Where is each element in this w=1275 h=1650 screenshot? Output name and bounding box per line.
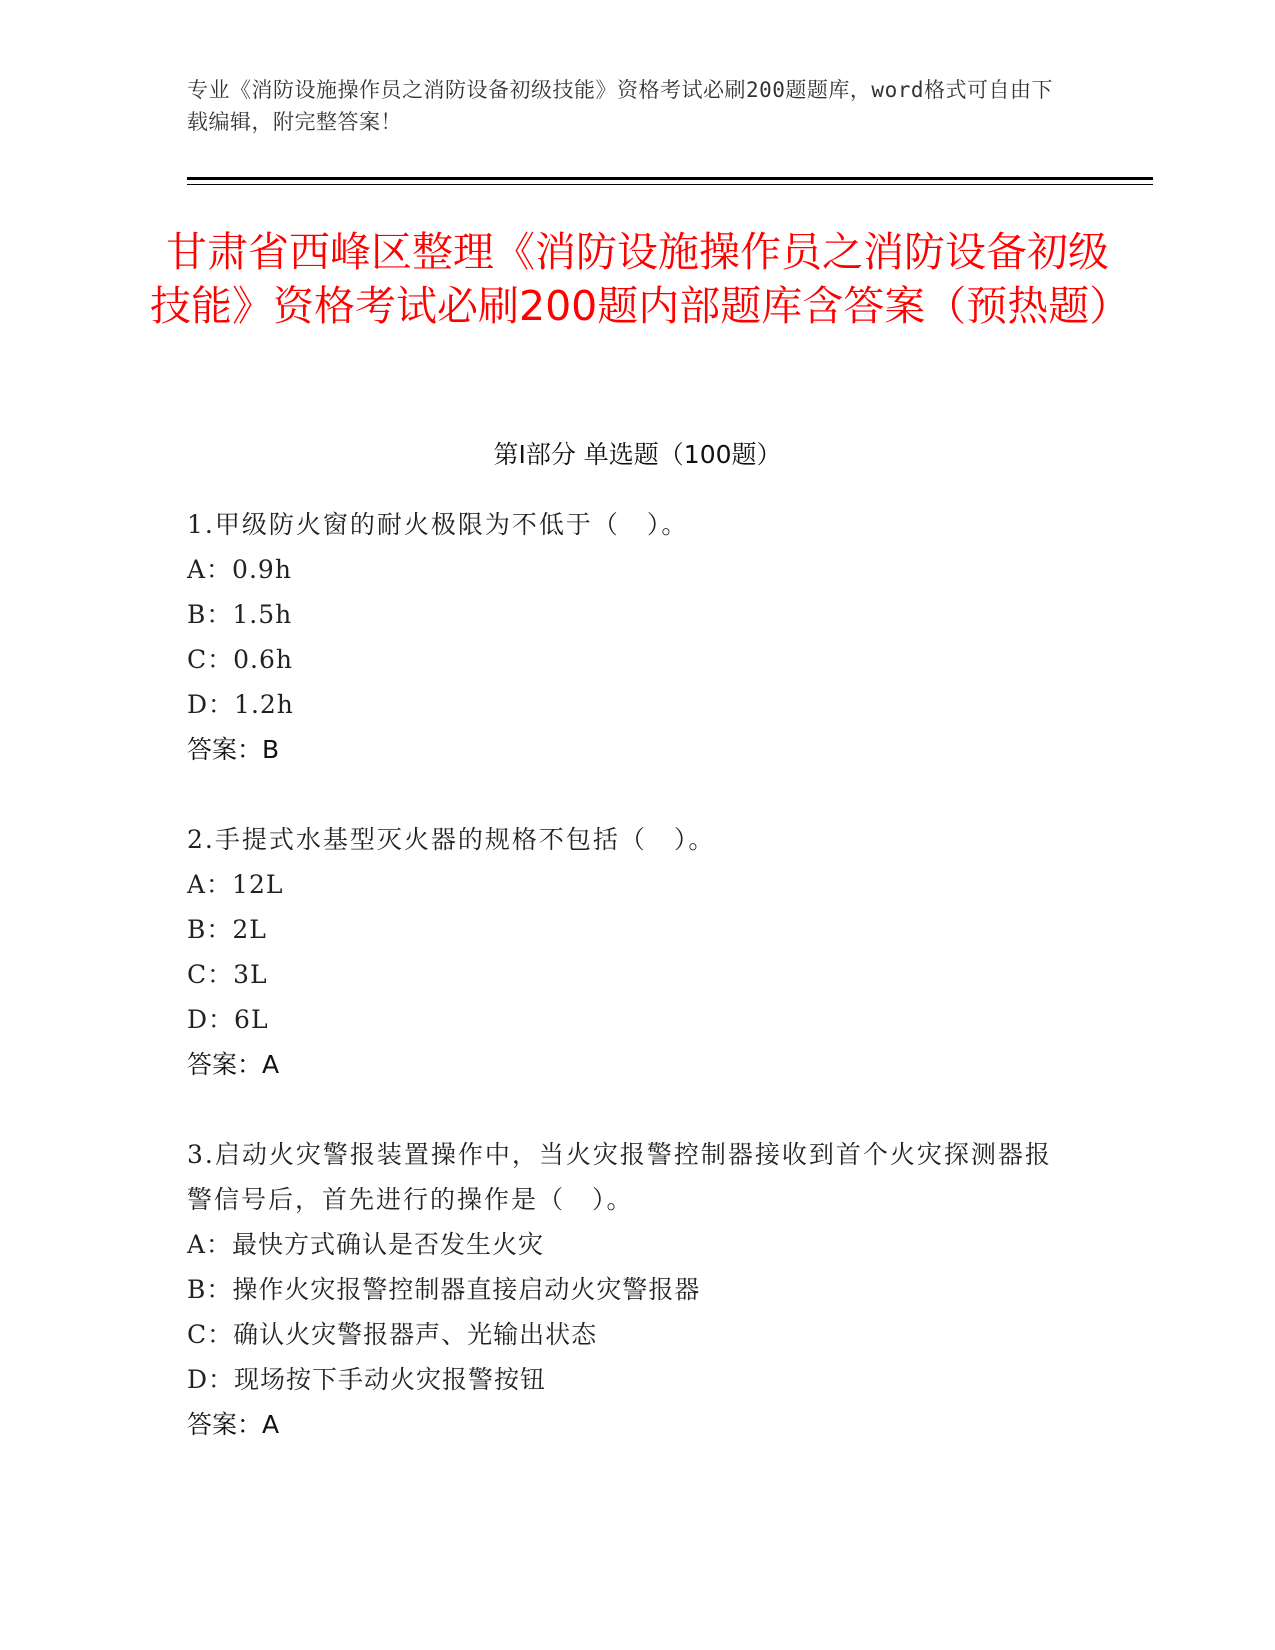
option-d: D：1.2h (187, 690, 294, 719)
option-a: A：0.9h (187, 555, 292, 584)
option-d: D：现场按下手动火灾报警按钮 (187, 1365, 547, 1394)
option-a: A：12L (187, 870, 284, 899)
option-c: C：3L (187, 960, 268, 989)
option-d: D：6L (187, 1005, 269, 1034)
section-title: 第I部分 单选题（100题） (493, 440, 782, 469)
option-c: C：0.6h (187, 645, 293, 674)
question-1 (187, 502, 1067, 772)
question-3 (187, 1132, 1067, 1447)
question-stem: 1.甲级防火窗的耐火极限为不低于（ ）。 (187, 510, 689, 539)
option-a: A：最快方式确认是否发生火灾 (187, 1230, 545, 1259)
answer: 答案：B (187, 735, 280, 764)
option-b: B：2L (187, 915, 267, 944)
document-title: 甘肃省西峰区整理《消防设施操作员之消防设备初级技能》资格考试必刷200题内部题库含答案（预热题） (150, 228, 1131, 330)
question-stem: 2.手提式水基型灭火器的规格不包括（ ）。 (187, 825, 716, 854)
option-b: B：操作火灾报警控制器直接启动火灾警报器 (187, 1275, 701, 1304)
answer: 答案：A (187, 1050, 280, 1079)
option-b: B：1.5h (187, 600, 293, 629)
question-2 (187, 817, 1067, 1087)
answer: 答案：A (187, 1410, 280, 1439)
header-note: 专业《消防设施操作员之消防设备初级技能》资格考试必刷200题题库，word格式可自由下载编辑，附完整答案！ (187, 78, 1053, 134)
header-divider-thin (187, 184, 1153, 185)
question-stem: 3.启动火灾警报装置操作中，当火灾报警控制器接收到首个火灾探测器报警信号后，首先进行的操作是（ ）。 (187, 1140, 1052, 1214)
header-divider-thick (187, 177, 1153, 180)
option-c: C：确认火灾警报器声、光输出状态 (187, 1320, 598, 1349)
